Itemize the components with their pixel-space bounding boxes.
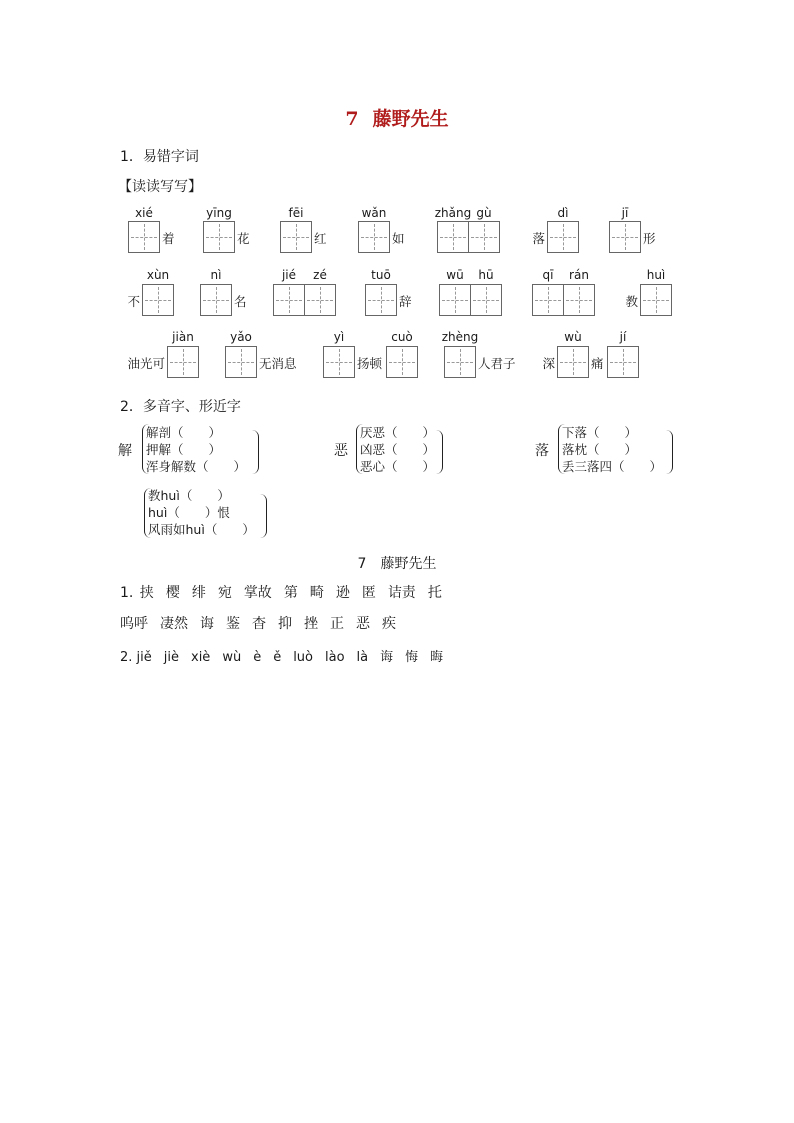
answer-item: 鉴 [226, 616, 240, 632]
group-line: huì（ ）恨 [148, 505, 230, 520]
writing-cell[interactable] [444, 346, 476, 378]
pinyin-label: huì [646, 268, 666, 282]
text-after: 着 [162, 231, 175, 246]
text-after: 无消息 [259, 356, 297, 371]
writing-box[interactable] [532, 284, 595, 316]
writing-box[interactable] [225, 346, 257, 378]
section1-subheading: 【读读写写】 [118, 179, 202, 195]
text-after: 如 [392, 231, 405, 246]
answer-item: ě [273, 650, 282, 665]
writing-cell[interactable] [437, 221, 469, 253]
answer-item: 悔 [405, 650, 419, 665]
writing-box[interactable] [273, 284, 336, 316]
answer-item: 托 [427, 585, 442, 601]
pinyin-label: jié [281, 268, 297, 282]
answer-item: 绯 [191, 585, 206, 601]
group-char: 解 [118, 443, 132, 459]
writing-cell[interactable] [609, 221, 641, 253]
group-line: 凶恶（ ） [360, 442, 436, 457]
writing-box[interactable] [640, 284, 672, 316]
writing-box[interactable] [607, 346, 639, 378]
writing-box[interactable] [280, 221, 312, 253]
writing-box[interactable] [444, 346, 476, 378]
writing-cell[interactable] [323, 346, 355, 378]
answer-item: 匿 [361, 585, 376, 601]
answer-item: là [356, 650, 369, 665]
pinyin-label: gù [476, 206, 492, 220]
section1-heading: 1．易错字词 [120, 149, 199, 165]
text-after: 花 [237, 231, 250, 246]
pinyin-label: wū [446, 268, 464, 282]
writing-cell[interactable] [358, 221, 390, 253]
writing-cell[interactable] [532, 284, 564, 316]
answer-item: 挫 [304, 616, 318, 632]
writing-cell[interactable] [142, 284, 174, 316]
writing-cell[interactable] [547, 221, 579, 253]
answers-title: 7 藤野先生 [357, 556, 437, 572]
pinyin-label: xié [135, 206, 153, 220]
answer-item: xiè [191, 650, 211, 665]
text-after: 形 [643, 231, 656, 246]
text-after: 辞 [399, 294, 412, 309]
writing-box[interactable] [323, 346, 355, 378]
answer-item: 第 [283, 585, 298, 601]
pinyin-label: zé [313, 268, 327, 282]
pinyin-label: yǎo [230, 330, 252, 344]
right-brace [252, 430, 259, 474]
writing-box[interactable] [557, 346, 589, 378]
lesson-number: 7 [345, 108, 359, 130]
text-before: 教 [625, 294, 638, 309]
writing-box[interactable] [200, 284, 232, 316]
writing-cell[interactable] [273, 284, 305, 316]
text-before: 不 [127, 294, 140, 309]
section2-heading: 2．多音字、形近字 [120, 399, 241, 415]
answer-item: è [253, 650, 262, 665]
writing-box[interactable] [167, 346, 199, 378]
writing-cell[interactable] [225, 346, 257, 378]
answer-item: 逊 [335, 585, 350, 601]
pinyin-label: jí [619, 330, 627, 344]
answer-item: 疾 [382, 616, 396, 632]
answer-item: jiè [163, 650, 179, 665]
writing-cell[interactable] [386, 346, 418, 378]
writing-box[interactable] [437, 221, 500, 253]
group-line: 下落（ ） [562, 425, 638, 440]
right-brace [666, 430, 673, 474]
pinyin-label: wù [564, 330, 582, 344]
writing-box[interactable] [439, 284, 502, 316]
pinyin-label: zhǎng [434, 206, 472, 220]
answer-item: 诲 [200, 616, 214, 632]
answer-item: wù [222, 650, 242, 665]
answer-item: 2. jiě [120, 650, 152, 665]
writing-box[interactable] [203, 221, 235, 253]
lesson-name: 藤野先生 [372, 108, 449, 130]
answers-line-2 [120, 613, 408, 633]
answer-item: 正 [330, 616, 344, 632]
writing-cell[interactable] [640, 284, 672, 316]
writing-cell[interactable] [470, 284, 502, 316]
answer-item: lào [325, 650, 345, 665]
group-line: 落枕（ ） [562, 442, 638, 457]
writing-cell[interactable] [200, 284, 232, 316]
text-after: 扬顿 [357, 356, 383, 371]
text-before: 油光可 [127, 356, 165, 371]
pinyin-label: fēi [288, 206, 304, 220]
pinyin-label: jī [621, 206, 629, 220]
pinyin-label: jiàn [172, 330, 194, 344]
pinyin-label: xùn [146, 268, 170, 282]
writing-cell[interactable] [439, 284, 471, 316]
writing-cell[interactable] [203, 221, 235, 253]
group-line: 押解（ ） [146, 442, 222, 457]
writing-cell[interactable] [304, 284, 336, 316]
group-line: 教huì（ ） [148, 488, 230, 503]
right-brace [260, 494, 267, 538]
pinyin-label: zhèng [441, 330, 479, 344]
text-after: 名 [234, 294, 247, 309]
answer-item: luò [293, 650, 313, 665]
group-line: 解剖（ ） [146, 425, 222, 440]
writing-cell[interactable] [128, 221, 160, 253]
group-char: 落 [535, 443, 549, 459]
writing-cell[interactable] [280, 221, 312, 253]
text-before: 深 [542, 356, 555, 371]
answer-item: 诘责 [387, 585, 416, 601]
answers-line-3 [120, 646, 455, 665]
pinyin-label: nì [210, 268, 222, 282]
writing-cell[interactable] [607, 346, 639, 378]
group-line: 恶心（ ） [360, 459, 436, 474]
text-after: 人君子 [478, 356, 516, 371]
text-after: 红 [314, 231, 327, 246]
pinyin-label: cuò [391, 330, 413, 344]
writing-cell[interactable] [563, 284, 595, 316]
writing-box[interactable] [128, 221, 160, 253]
group-line: 丢三落四（ ） [562, 459, 663, 474]
pinyin-label: yīng [206, 206, 232, 220]
group-line: 浑身解数（ ） [146, 459, 247, 474]
answer-item: 晦 [430, 650, 444, 665]
pinyin-label: hū [478, 268, 494, 282]
pinyin-label: rán [569, 268, 589, 282]
text-before: 落 [532, 231, 545, 246]
answer-item: 诲 [380, 650, 394, 665]
answer-item: 呜呼 [120, 616, 148, 632]
pinyin-label: qī [542, 268, 554, 282]
writing-box[interactable] [365, 284, 397, 316]
writing-box[interactable] [358, 221, 390, 253]
answer-item: 樱 [165, 585, 180, 601]
answer-item: 凄然 [160, 616, 188, 632]
answer-item: 抑 [278, 616, 292, 632]
pinyin-label: dì [557, 206, 569, 220]
writing-box[interactable] [142, 284, 174, 316]
pinyin-label: wǎn [361, 206, 387, 220]
group-char: 恶 [334, 443, 348, 459]
text-after: 痛 [591, 356, 604, 371]
lesson-title [0, 104, 794, 131]
group-line: 风雨如huì（ ） [148, 522, 255, 537]
writing-box[interactable] [609, 221, 641, 253]
group-line: 厌恶（ ） [360, 425, 436, 440]
writing-cell[interactable] [468, 221, 500, 253]
writing-box[interactable] [547, 221, 579, 253]
pinyin-label: yì [333, 330, 345, 344]
pinyin-label: tuō [371, 268, 391, 282]
answers-line-1 [120, 582, 454, 602]
answer-item: 杳 [252, 616, 266, 632]
writing-box[interactable] [386, 346, 418, 378]
answer-item: 恶 [356, 616, 370, 632]
answer-item: 宛 [217, 585, 232, 601]
answer-item: 掌故 [243, 585, 272, 601]
right-brace [436, 430, 443, 474]
answer-item: 畸 [309, 585, 324, 601]
writing-cell[interactable] [167, 346, 199, 378]
answer-item: 1. 挟 [120, 585, 154, 601]
writing-cell[interactable] [365, 284, 397, 316]
writing-cell[interactable] [557, 346, 589, 378]
